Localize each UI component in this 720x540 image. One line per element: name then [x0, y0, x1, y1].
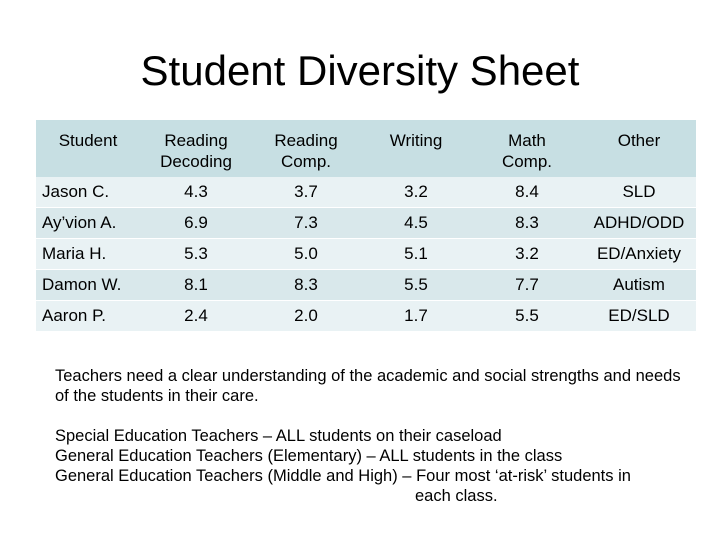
math-comp-cell: 3.2 — [472, 239, 582, 270]
column-header-student: Student — [36, 120, 140, 177]
writing-cell: 5.1 — [360, 239, 472, 270]
reading-decoding-cell: 6.9 — [140, 208, 252, 239]
student-name-cell: Ay’vion A. — [36, 208, 140, 239]
student-name-cell: Maria H. — [36, 239, 140, 270]
writing-cell: 3.2 — [360, 177, 472, 208]
intro-paragraph: Teachers need a clear understanding of the academic and social strengths and needs of the students in their care. — [55, 367, 681, 405]
math-comp-cell: 8.4 — [472, 177, 582, 208]
column-header-reading-comp: Reading Comp. — [252, 120, 360, 177]
column-header-reading-decoding: Reading Decoding — [140, 120, 252, 177]
other-cell: ADHD/ODD — [582, 208, 696, 239]
teacher-line-middle-high — [55, 466, 695, 506]
other-cell: ED/SLD — [582, 301, 696, 332]
student-name-cell: Jason C. — [36, 177, 140, 208]
table-row — [36, 208, 696, 239]
other-cell: ED/Anxiety — [582, 239, 696, 270]
reading-decoding-cell: 8.1 — [140, 270, 252, 301]
math-comp-cell: 5.5 — [472, 301, 582, 332]
student-name-cell: Damon W. — [36, 270, 140, 301]
table-row — [36, 239, 696, 270]
reading-comp-cell: 3.7 — [252, 177, 360, 208]
other-cell: Autism — [582, 270, 696, 301]
student-name-cell: Aaron P. — [36, 301, 140, 332]
column-header-other: Other — [582, 120, 696, 177]
writing-cell: 5.5 — [360, 270, 472, 301]
table-header-row — [36, 120, 696, 177]
reading-comp-cell: 7.3 — [252, 208, 360, 239]
math-comp-cell: 8.3 — [472, 208, 582, 239]
diversity-table — [36, 120, 696, 332]
reading-comp-cell: 8.3 — [252, 270, 360, 301]
table-row — [36, 301, 696, 332]
teacher-line-middle-high-continuation: each class. — [415, 487, 498, 505]
page-title: Student Diversity Sheet — [140, 47, 580, 94]
other-cell: SLD — [582, 177, 696, 208]
math-comp-cell: 7.7 — [472, 270, 582, 301]
table-row — [36, 177, 696, 208]
reading-decoding-cell: 2.4 — [140, 301, 252, 332]
reading-comp-cell: 2.0 — [252, 301, 360, 332]
teacher-line-elementary: General Education Teachers (Elementary) – ALL students in the class — [55, 447, 563, 465]
reading-comp-cell: 5.0 — [252, 239, 360, 270]
column-header-math-comp: Math Comp. — [472, 120, 582, 177]
writing-cell: 1.7 — [360, 301, 472, 332]
reading-decoding-cell: 4.3 — [140, 177, 252, 208]
notes-section — [55, 366, 695, 506]
reading-decoding-cell: 5.3 — [140, 239, 252, 270]
table-row — [36, 270, 696, 301]
column-header-writing: Writing — [360, 120, 472, 177]
writing-cell: 4.5 — [360, 208, 472, 239]
teacher-line-special-education: Special Education Teachers – ALL students on their caseload — [55, 427, 502, 445]
teacher-line-middle-high-text: General Education Teachers (Middle and High) – Four most ‘at-risk’ students in — [55, 467, 631, 485]
